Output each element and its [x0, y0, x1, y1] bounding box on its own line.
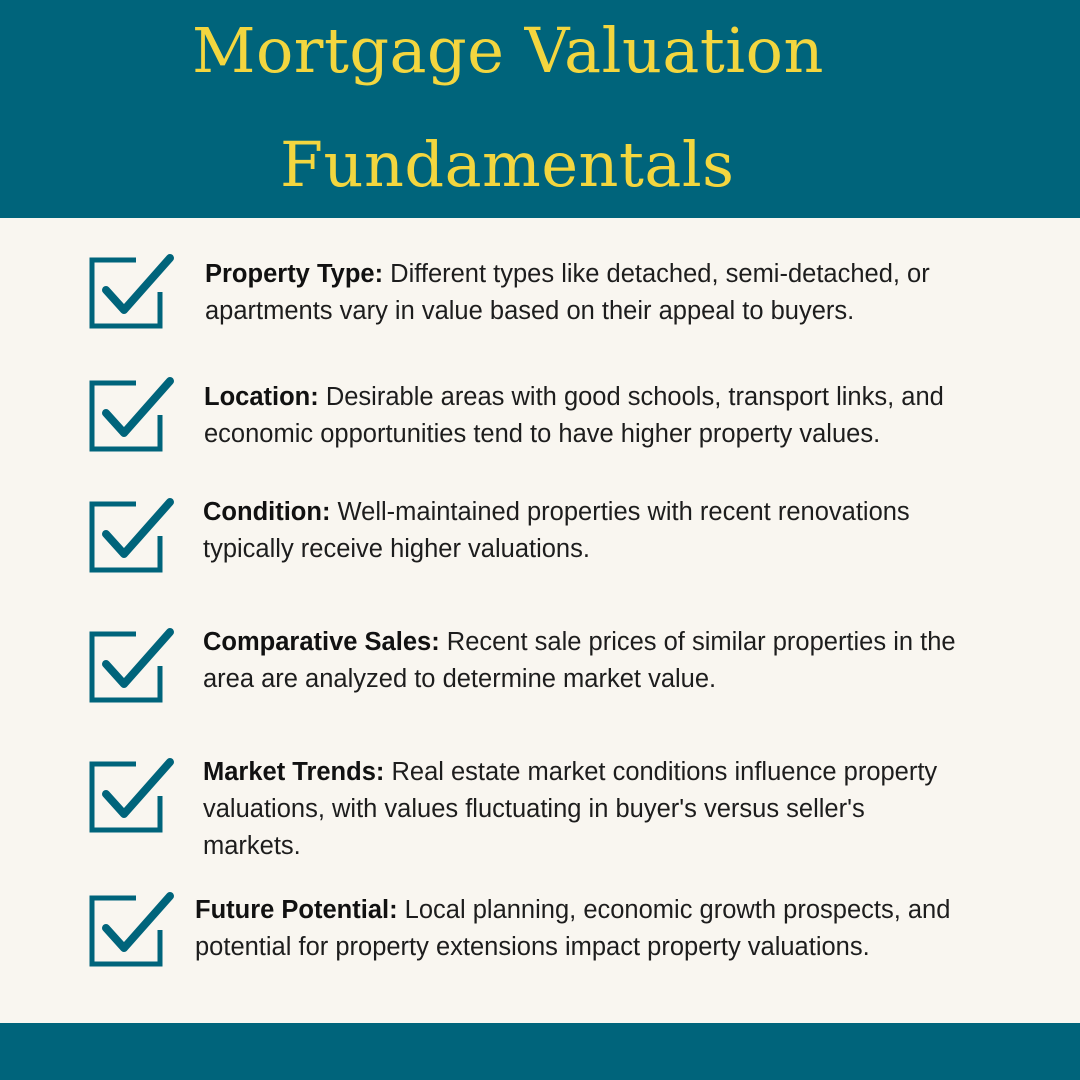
item-text-line-2: apartments vary in value based on their appeal to buyers.	[205, 297, 855, 325]
checkbox-checked-icon	[88, 496, 176, 576]
item-label: Comparative Sales:	[203, 628, 440, 656]
item-text-line-1: Recent sale prices of similar properties in the	[439, 628, 956, 656]
checkbox-checked-icon	[88, 756, 176, 836]
item-text-line-2: valuations, with values fluctuating in buyer's versus seller's	[203, 795, 865, 823]
item-text-line-2: area are analyzed to determine market value.	[203, 665, 717, 693]
header-banner	[0, 0, 1080, 218]
item-description	[203, 494, 910, 568]
checkbox-checked-icon	[88, 375, 176, 455]
checkbox-checked-icon	[88, 890, 176, 970]
item-text-line-2: economic opportunities tend to have higher property values.	[204, 420, 881, 448]
item-description	[203, 754, 937, 865]
item-label: Condition:	[203, 498, 331, 526]
page-title-line-1: Mortgage Valuation	[192, 14, 824, 87]
item-text-line-1: Local planning, economic growth prospects, and	[397, 896, 951, 924]
item-description	[203, 624, 956, 698]
checkbox-checked-icon	[88, 626, 176, 706]
item-label: Market Trends:	[203, 758, 385, 786]
item-label: Property Type:	[205, 260, 384, 288]
footer-banner	[0, 1023, 1080, 1080]
checkbox-checked-icon	[88, 252, 176, 332]
item-text-line-1: Desirable areas with good schools, transport links, and	[318, 383, 944, 411]
item-label: Future Potential:	[195, 896, 398, 924]
item-text-line-1: Different types like detached, semi-detached, or	[383, 260, 930, 288]
item-text-line-2: typically receive higher valuations.	[203, 535, 590, 563]
page-title-line-2: Fundamentals	[280, 128, 735, 201]
item-text-line-3: markets.	[203, 832, 301, 860]
item-description	[195, 892, 950, 966]
item-description	[204, 379, 944, 453]
item-description	[205, 256, 930, 330]
item-label: Location:	[204, 383, 319, 411]
item-text-line-2: potential for property extensions impact property valuations.	[195, 933, 870, 961]
item-text-line-1: Real estate market conditions influence property	[384, 758, 938, 786]
item-text-line-1: Well-maintained properties with recent renovations	[330, 498, 910, 526]
